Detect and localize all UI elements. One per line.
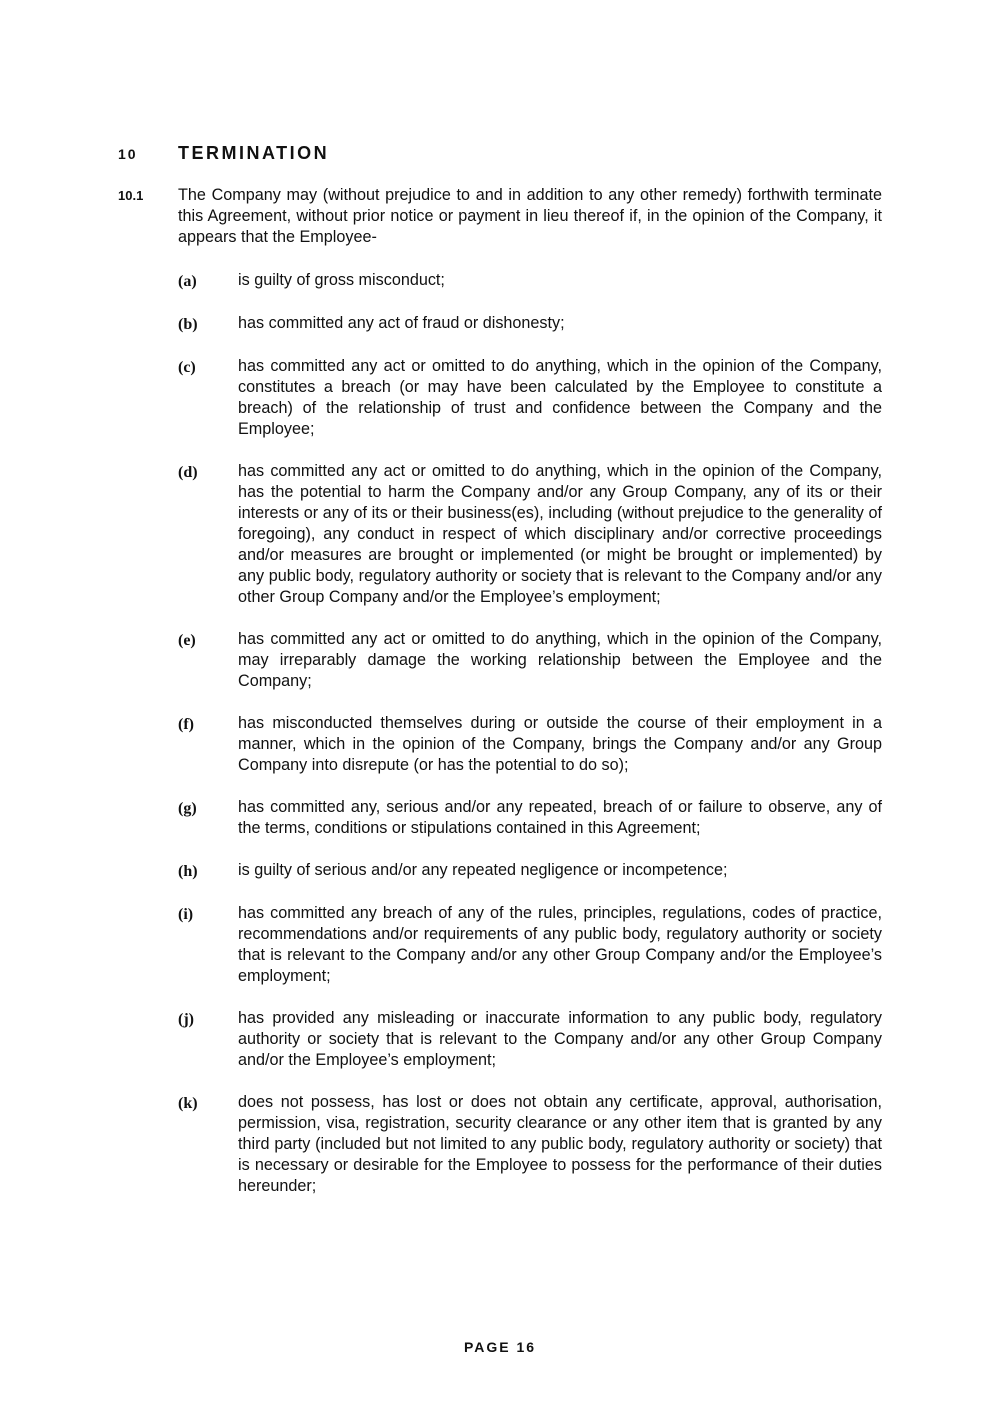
item-text: has misconducted themselves during or outside the course of their employment in a manner, which in the opinion of the Company, brings the Company and/or any Group Company into disrepute (or has the potential to do so); <box>238 714 882 774</box>
termination-grounds-list <box>178 270 882 1218</box>
list-item-e <box>178 629 882 692</box>
item-label: (g) <box>178 800 197 817</box>
section-title: TERMINATION <box>178 143 330 163</box>
item-label: (f) <box>178 716 194 733</box>
clause-text: The Company may (without prejudice to and in addition to any other remedy) forthwith terminate this Agreement, without prior notice or payment in lieu thereof if, in the opinion of the Company, it appears that the Employee- <box>178 186 882 246</box>
item-text: has committed any, serious and/or any repeated, breach of or failure to observe, any of the terms, conditions or stipulations contained in this Agreement; <box>238 798 882 837</box>
item-text: has committed any act or omitted to do anything, which in the opinion of the Company, constitutes a breach (or may have been calculated by the Employee to constitute a breach) of the relationship of trust and confidence between the Company and the Employee; <box>238 357 882 438</box>
item-label: (e) <box>178 632 196 649</box>
list-item-i <box>178 903 882 987</box>
item-label: (a) <box>178 273 197 290</box>
list-item-b <box>178 313 882 335</box>
item-text: is guilty of gross misconduct; <box>238 271 445 289</box>
list-item-d <box>178 461 882 608</box>
item-label: (k) <box>178 1095 198 1112</box>
section-number: 10 <box>118 146 138 162</box>
item-text: has provided any misleading or inaccurate information to any public body, regulatory authority or society that is relevant to the Company and/or any other Group Company and/or the Employee’s employment; <box>238 1009 882 1069</box>
clause-10-1 <box>118 185 882 248</box>
item-label: (j) <box>178 1011 194 1028</box>
item-label: (b) <box>178 316 198 333</box>
clause-number: 10.1 <box>118 188 144 203</box>
item-text: has committed any act or omitted to do anything, which in the opinion of the Company, may irreparably damage the working relationship between the Employee and the Company; <box>238 630 882 690</box>
item-label: (c) <box>178 359 196 376</box>
list-item-f <box>178 713 882 776</box>
item-label: (d) <box>178 464 198 481</box>
list-item-j <box>178 1008 882 1071</box>
section-heading <box>118 143 329 164</box>
item-label: (i) <box>178 906 194 923</box>
list-item-c <box>178 356 882 440</box>
list-item-a <box>178 270 882 292</box>
item-label: (h) <box>178 863 198 880</box>
item-text: is guilty of serious and/or any repeated negligence or incompetence; <box>238 861 728 879</box>
page-number: PAGE 16 <box>463 1339 537 1355</box>
item-text: has committed any breach of any of the rules, principles, regulations, codes of practice, recommendations and/or requirements of any public body, regulatory authority or society that is relevant to the Company and/or any other Group Company and/or the Employee’s employment; <box>238 904 882 985</box>
item-text: has committed any act or omitted to do anything, which in the opinion of the Company, has the potential to harm the Company and/or any Group Company, any of its or their interests or any of its or their business(es), including (without prejudice to the generality of foregoing), any conduct in respect of which disciplinary and/or corrective proceedings and/or measures are brought or implemented (or might be brought or implemented) by any public body, regulatory authority or society that is relevant to the Company and/or any other Group Company and/or the Employee’s employment; <box>238 462 882 606</box>
list-item-g <box>178 797 882 839</box>
item-text: has committed any act of fraud or dishonesty; <box>238 314 565 332</box>
list-item-k <box>178 1092 882 1197</box>
item-text: does not possess, has lost or does not obtain any certificate, approval, authorisation, permission, visa, registration, security clearance or any other item that is granted by any third party (included but not limited to any public body, regulatory authority or society) that is necessary or desirable for the Employee to possess for the performance of their duties hereunder; <box>238 1093 882 1195</box>
list-item-h <box>178 860 882 882</box>
